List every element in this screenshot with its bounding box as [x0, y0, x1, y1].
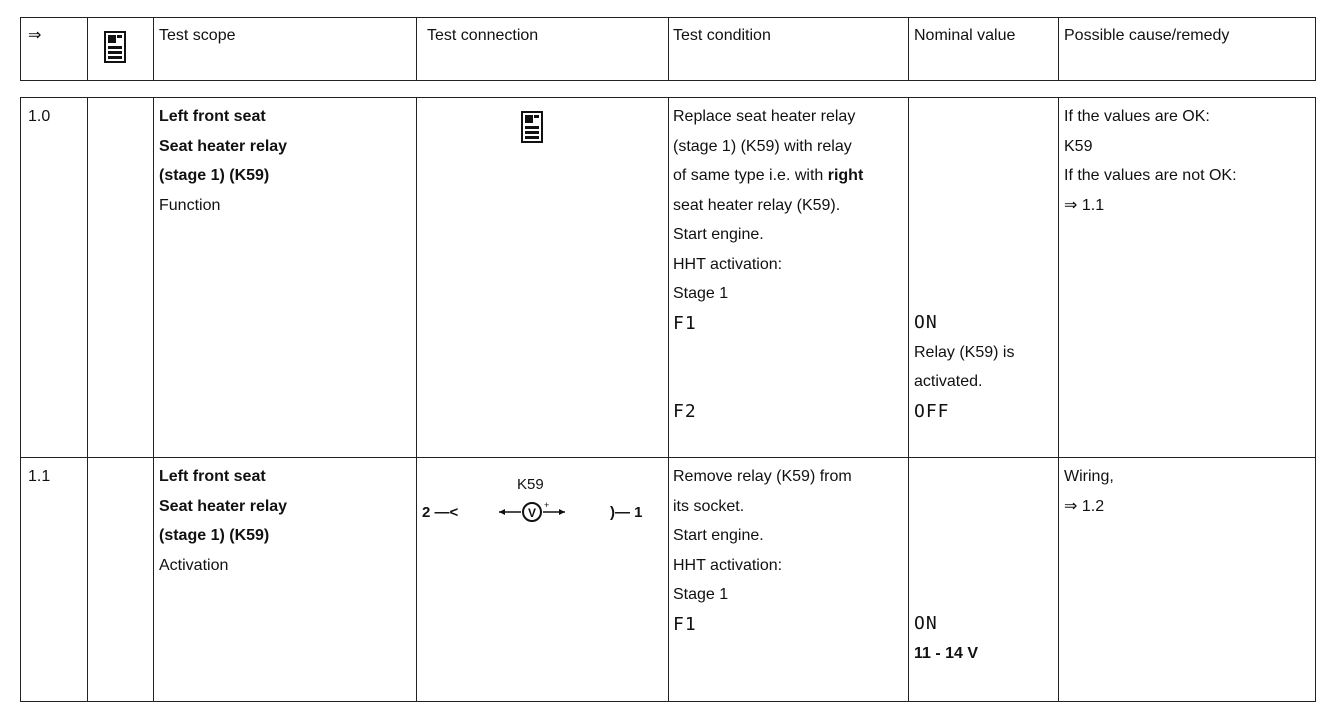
condition-line: (stage 1) (K59) with relay — [673, 137, 852, 155]
test-connection-cell — [417, 98, 669, 458]
cause-link[interactable]: ⇒ 1.1 — [1064, 196, 1105, 214]
header-row — [21, 18, 1316, 81]
arrow-symbol: ⇒ — [28, 27, 42, 44]
key-f1: F1 — [673, 613, 697, 635]
hht-device-icon — [102, 30, 128, 64]
test-scope-cell — [154, 458, 417, 702]
voltmeter-icon — [497, 500, 567, 524]
nominal-value-cell — [909, 98, 1059, 458]
test-scope-cell — [154, 98, 417, 458]
key-f2: F2 — [673, 401, 697, 422]
spacer — [914, 102, 1058, 308]
condition-line: its socket. — [673, 497, 745, 515]
condition-line: HHT activation: — [673, 556, 783, 574]
scope-line: Function — [159, 196, 221, 214]
test-connection-cell — [417, 458, 669, 702]
cause-line: If the values are OK: — [1064, 108, 1210, 125]
condition-line: Start engine. — [673, 226, 764, 243]
condition-line — [673, 161, 908, 191]
cause-line: K59 — [1064, 137, 1093, 155]
pin-left-number: 2 — [422, 504, 431, 521]
condition-line-text: of same type i.e. with — [673, 167, 828, 184]
condition-bold-word: right — [827, 167, 864, 184]
test-condition-cell — [669, 458, 909, 702]
test-table — [20, 97, 1316, 702]
spacer — [914, 462, 1058, 609]
table-row — [21, 98, 1316, 458]
svg-text:+: + — [544, 500, 550, 510]
condition-line: Remove relay (K59) from — [673, 468, 852, 485]
scope-line: Left front seat — [159, 108, 266, 125]
pin-left: 2 —< — [422, 504, 459, 521]
key-f1: F1 — [673, 312, 697, 334]
scope-line: (stage 1) (K59) — [159, 167, 270, 184]
nominal-on: ON — [914, 312, 938, 333]
step-label: 1.0 — [28, 108, 51, 125]
header-scope: Test scope — [154, 18, 417, 81]
cause-remedy-cell — [1059, 458, 1316, 702]
hht-device-icon — [519, 110, 545, 144]
hht-cell — [88, 98, 154, 458]
connection-diagram — [417, 458, 668, 701]
scope-line: Activation — [159, 556, 229, 574]
scope-line: Seat heater relay — [159, 137, 288, 155]
condition-line: Start engine. — [673, 527, 764, 544]
pin-right-number: 1 — [634, 504, 643, 521]
component-label: K59 — [517, 476, 544, 493]
nominal-text: activated. — [914, 373, 983, 390]
nominal-value-cell — [909, 458, 1059, 702]
scope-line: Seat heater relay — [159, 497, 288, 515]
header-table — [20, 17, 1316, 81]
condition-line: Replace seat heater relay — [673, 108, 856, 125]
cause-remedy-cell — [1059, 98, 1316, 458]
cause-link[interactable]: ⇒ 1.2 — [1064, 497, 1105, 515]
step-label: 1.1 — [28, 468, 51, 485]
header-arrow — [21, 18, 88, 81]
header-cause: Possible cause/remedy — [1059, 18, 1316, 81]
scope-line: (stage 1) (K59) — [159, 527, 270, 544]
spacer — [673, 338, 908, 397]
condition-line: Stage 1 — [673, 285, 729, 302]
test-condition-cell — [669, 98, 909, 458]
cause-line: Wiring, — [1064, 468, 1114, 485]
svg-text:V: V — [527, 506, 537, 520]
nominal-text: Relay (K59) is — [914, 343, 1015, 361]
scope-line: Left front seat — [159, 468, 266, 485]
nominal-voltage: 11 - 14 V — [914, 644, 979, 662]
pin-right: )— 1 — [610, 504, 643, 521]
header-condition: Test condition — [669, 18, 909, 81]
nominal-on: ON — [914, 613, 938, 634]
hht-cell — [88, 458, 154, 702]
cause-line: If the values are not OK: — [1064, 167, 1237, 184]
nominal-off: OFF — [914, 400, 950, 422]
condition-line: Stage 1 — [673, 586, 729, 603]
header-connection: Test connection — [417, 18, 669, 81]
condition-line: HHT activation: — [673, 255, 783, 273]
condition-line: seat heater relay (K59). — [673, 196, 841, 214]
header-nominal: Nominal value — [909, 18, 1059, 81]
header-hht-cell — [88, 18, 154, 81]
step-number — [21, 98, 88, 458]
step-number — [21, 458, 88, 702]
table-row — [21, 458, 1316, 702]
